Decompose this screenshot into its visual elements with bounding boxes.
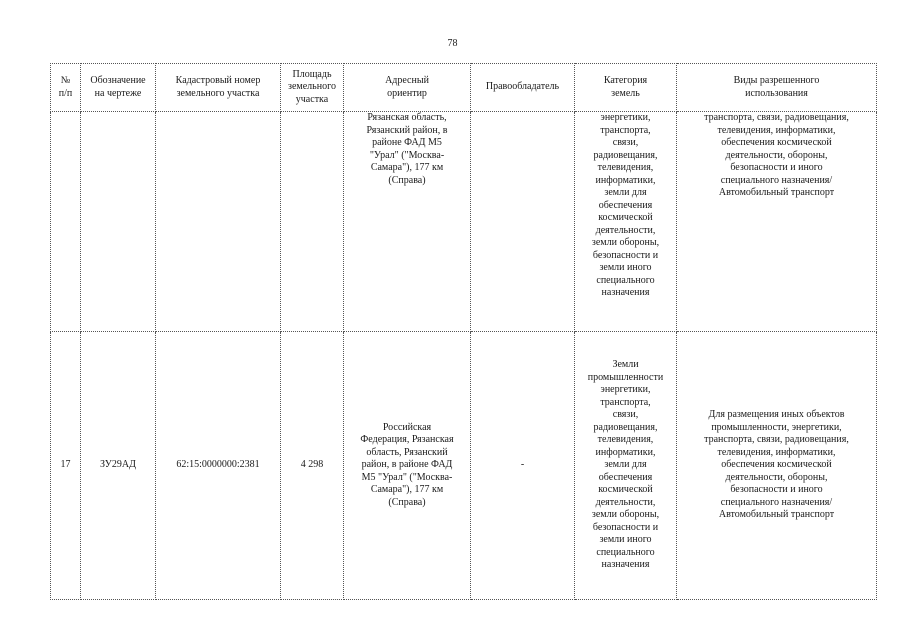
table-row — [51, 112, 877, 332]
cell-designation: ЗУ29АД — [81, 332, 156, 600]
cell-address: Российская Федерация, Рязанская область, Рязанский район, в районе ФАД М5 "Урал" ("Москва- Самара"), 177 км (Справа) — [344, 332, 471, 600]
cell-land-category: Земли промышленности энергетики, транспорта, связи, радиовещания, телевидения, информатики, земли для обеспечения космической деятельности, земли обороны, безопасности и земли иного специального назначения — [575, 332, 677, 600]
header-cadastral-number: Кадастровый номер земельного участка — [156, 64, 281, 112]
cell-number: 17 — [51, 332, 81, 600]
header-number: № п/п — [51, 64, 81, 112]
header-designation: Обозначение на чертеже — [81, 64, 156, 112]
cell-owner — [471, 112, 575, 332]
table-header-row — [51, 64, 877, 112]
header-area: Площадь земельного участка — [281, 64, 344, 112]
cell-permitted-use: Для размещения иных объектов промышленности, энергетики, транспорта, связи, радиовещания, телевидения, информатики, обеспечения космической деятельности, обороны, безопасности и иного специального назначения/ Автомобильный транспорт — [677, 332, 877, 600]
cell-designation — [81, 112, 156, 332]
header-address: Адресный ориентир — [344, 64, 471, 112]
cell-cadastral-number — [156, 112, 281, 332]
header-land-category: Категория земель — [575, 64, 677, 112]
cell-permitted-use: транспорта, связи, радиовещания, телевидения, информатики, обеспечения космической деятельности, обороны, безопасности и иного специального назначения/ Автомобильный транспорт — [677, 112, 877, 332]
cell-area — [281, 112, 344, 332]
page-number: 78 — [447, 38, 458, 49]
header-permitted-use: Виды разрешенного использования — [677, 64, 877, 112]
table-row — [51, 332, 877, 600]
cell-cadastral-number: 62:15:0000000:2381 — [156, 332, 281, 600]
cell-owner: - — [471, 332, 575, 600]
cell-number — [51, 112, 81, 332]
cell-area: 4 298 — [281, 332, 344, 600]
cell-land-category: энергетики, транспорта, связи, радиовещания, телевидения, информатики, земли для обеспечения космической деятельности, земли обороны, безопасности и земли иного специального назначения — [575, 112, 677, 332]
header-owner: Правообладатель — [471, 64, 575, 112]
land-plots-table — [50, 63, 877, 600]
cell-address: Рязанская область, Рязанский район, в районе ФАД М5 "Урал" ("Москва- Самара"), 177 км (Справа) — [344, 112, 471, 332]
